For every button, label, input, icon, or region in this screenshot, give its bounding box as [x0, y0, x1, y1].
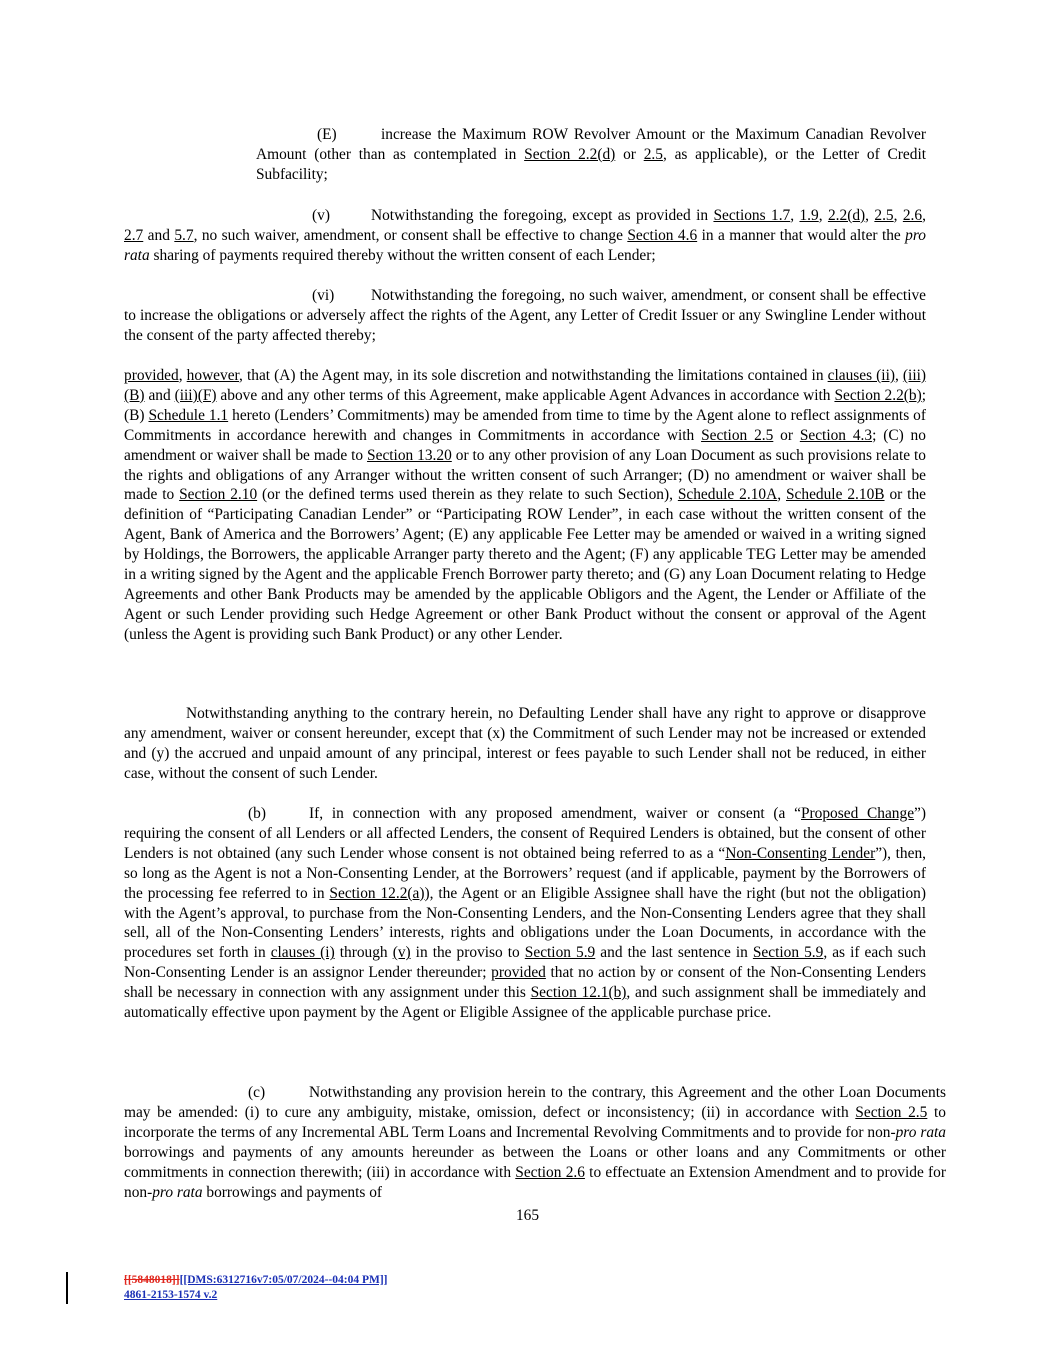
xref-iii-b: (iii)(B) — [124, 367, 927, 404]
however-term: however — [186, 367, 240, 384]
clause-vi-label: (vi) — [312, 287, 335, 304]
xref-section-2-5: Section 2.5 — [855, 1103, 928, 1121]
xref-section-12-1b: Section 12.1(b) — [530, 984, 627, 1002]
xref-section-2-2d: 2.2(d) — [827, 207, 866, 224]
change-bar — [66, 1272, 68, 1304]
footer-docinfo — [124, 1273, 388, 1303]
pro-rata-italic: pro rata — [895, 1123, 946, 1141]
xref-section-13-20: Section 13.20 — [367, 446, 452, 464]
xref-section-5-9: Section 5.9 — [524, 944, 596, 962]
xref-section-5-9-b: Section 5.9 — [752, 944, 824, 962]
clause-c-label: (c) — [248, 1084, 266, 1101]
xref-section-2-5: Section 2.5 — [701, 426, 774, 444]
defined-term-non-consenting-lender: Non-Consenting Lender — [725, 844, 876, 862]
clause-b-paragraph: (b) If, in connection with any proposed amendment, waiver or consent (a “Proposed Change”) requiring the consent of all Lenders or all affected Lenders, the consent of Required Lenders is obtained, but the consent of other Lenders is not obtained (any such Lender whose consent is not obtained being referred to as a “Non-Consenting Lender”), then, so long as the Agent is not a Non-Consenting Lender, at the Borrowers’ request (and if applicable, payment by the Borrowers of the processing fee referred to in Section 12.2(a)), the Agent or an Eligible Assignee shall have the right (but not the obligation) with the Agent’s approval, to purchase from the Non-Consenting Lenders, and the Non-Consenting Lenders agree that they shall sell, all of the Non-Consenting Lenders’ interests, rights and obligations under the Loan Documents, in accordance with the procedures set forth in clauses (i) through (v) in the proviso to Section 5.9 and the last sentence in Section 5.9, as if each such Non-Consenting Lender is an assignor Lender thereunder; provided that no action by or consent of the Non-Consenting Lenders shall be necessary in connection with any assignment under this Section 12.1(b), and such assignment shall be immediately and automatically effective upon payment by the Agent or Eligible Assignee of the applicable purchase price. — [124, 805, 927, 1022]
document-id: 4861-2153-1574 v.2 — [124, 1289, 218, 1301]
clause-b-label: (b) — [248, 805, 266, 822]
xref-section-2-6: 2.6 — [902, 207, 923, 224]
xref-section-2-2d: Section 2.2(d) — [524, 145, 616, 163]
clause-vi-paragraph — [124, 286, 926, 346]
xref-schedule-2-10b: Schedule 2.10B — [786, 486, 885, 504]
xref-clauses-ii: clauses (ii) — [827, 367, 895, 384]
xref-schedule-2-10a: Schedule 2.10A — [677, 486, 778, 504]
clause-v-paragraph: (v) Notwithstanding the foregoing, except as provided in Sections 1.7, 1.9, 2.2(d), 2.5, 2.6, 2.7 and 5.7, no such waiver, amendment, or consent shall be effective to change Section 4.6 in a manner that would alter the pro rata sharing of payments required thereby without the written consent of each Lender; — [124, 207, 926, 264]
clause-v-label: (v) — [312, 207, 330, 224]
defined-term-proposed-change: Proposed Change — [800, 805, 915, 822]
xref-iii-f: (iii)(F) — [174, 386, 217, 404]
xref-section-2-7: 2.7 — [124, 226, 144, 244]
provided-term: provided — [491, 964, 546, 982]
clause-e-paragraph: (E) increase the Maximum ROW Revolver Amount or the Maximum Canadian Revolver Amount (other than as contemplated in Section 2.2(d) or 2.5, as applicable), or the Letter of Credit Subfacility; — [256, 126, 926, 183]
xref-section-5-7: 5.7 — [174, 226, 194, 244]
xref-section-2-6: Section 2.6 — [515, 1163, 585, 1181]
xref-clause-v: (v) — [392, 944, 411, 962]
xref-section-2-2b: Section 2.2(b) — [834, 386, 922, 404]
xref-section-2-5: 2.5 — [643, 145, 663, 163]
clause-e-label: (E) — [317, 126, 337, 143]
deleted-doc-tag: [[5848018]] — [124, 1274, 180, 1286]
xref-section-2-10: Section 2.10 — [179, 486, 258, 504]
inserted-doc-tag: [[DMS:6312716v7:05/07/2024--04:04 PM]] — [179, 1274, 388, 1286]
xref-section-12-2a: Section 12.2(a) — [329, 884, 425, 902]
pro-rata-italic: pro rata — [124, 226, 926, 264]
pro-rata-italic: pro rata — [152, 1183, 203, 1201]
proviso-paragraph: provided, however, that (A) the Agent may, in its sole discretion and notwithstanding the limitations contained in clauses (ii), (iii)(B) and (iii)(F) above and any other terms of this Agreement, make applicable Agent Advances in accordance with Section 2.2(b); (B) Schedule 1.1 hereto (Lenders’ Commitments) may be amended from time to time by the Agent alone to reflect assignments of Commitments in accordance herewith and changes in Commitments in accordance with Section 2.5 or Section 4.3; (C) no amendment or waiver shall be made to Section 13.20 or to any other provision of any Loan Document as such provisions relate to the rights and obligations of any Arranger without the written consent of such Arranger; (D) no amendment or waiver shall be made to Section 2.10 (or the defined terms used therein as they relate to such Section), Schedule 2.10A, Schedule 2.10B or the definition of “Participating Canadian Lender” or “Participating ROW Lender”, in each case without the written consent of the Agent, Bank of America and the Borrowers’ Agent; (E) any applicable Fee Letter may be amended or waived in a writing signed by Holdings, the Borrowers, the applicable Arranger party thereto and the Agent; (F) any applicable TEG Letter may be amended in a writing signed by the Agent and the applicable French Borrower party thereto; and (G) any Loan Document relating to Hedge Agreements and other Bank Products may be amended by the applicable Obligors and the Agent, the Lender or Affiliate of the Agent or such Lender providing such Hedge Agreement or other Bank Product without the consent or approval of the Agent (unless the Agent is providing such Bank Product) or any other Lender. — [124, 367, 927, 643]
xref-section-4-6: Section 4.6 — [627, 226, 698, 244]
defaulting-lender-text: Notwithstanding anything to the contrary herein, no Defaulting Lender shall have any right to approve or disapprove any amendment, waiver or consent hereunder, except that (x) the Commitment of such Lender may not be increased or extended and (y) the accrued and unpaid amount of any principal, interest or fees payable to such Lender shall not be reduced, in either case, without the consent of such Lender. — [124, 705, 926, 782]
page-number: 165 — [515, 1207, 540, 1224]
clause-c-paragraph: (c) Notwithstanding any provision herein to the contrary, this Agreement and the other Loan Documents may be amended: (i) to cure any ambiguity, mistake, omission, defect or inconsistency; (ii) in accordance with Section 2.5 to incorporate the terms of any Incremental ABL Term Loans and Incremental Revolving Commitments and to provide for non-pro rata borrowings and payments of any amounts hereunder as between the Loans or other loans and any Commitments or other commitments in connection therewith; (iii) in accordance with Section 2.6 to effectuate an Extension Amendment and to provide for non-pro rata borrowings and payments of — [124, 1084, 946, 1201]
clause-e-text: increase the Maximum ROW Revolver Amount or the Maximum Canadian Revolver Amount (other than as contemplated in — [256, 126, 926, 163]
defaulting-lender-paragraph — [124, 704, 926, 784]
xref-section-2-5: 2.5 — [874, 207, 894, 224]
xref-clauses-i: clauses (i) — [270, 944, 335, 962]
clause-vi-text: Notwithstanding the foregoing, no such waiver, amendment, or consent shall be effective to increase the obligations or adversely affect the rights of the Agent, any Letter of Credit Issuer or any Swingline Lender without the consent of the party affected thereby; — [124, 287, 926, 344]
xref-section-4-3: Section 4.3 — [799, 426, 873, 444]
xref-section-1-9: 1.9 — [799, 207, 819, 224]
provided-term: provided — [124, 367, 179, 384]
xref-schedule-1-1: Schedule 1.1 — [148, 406, 229, 424]
xref-section-1-7: Sections 1.7 — [713, 207, 791, 224]
